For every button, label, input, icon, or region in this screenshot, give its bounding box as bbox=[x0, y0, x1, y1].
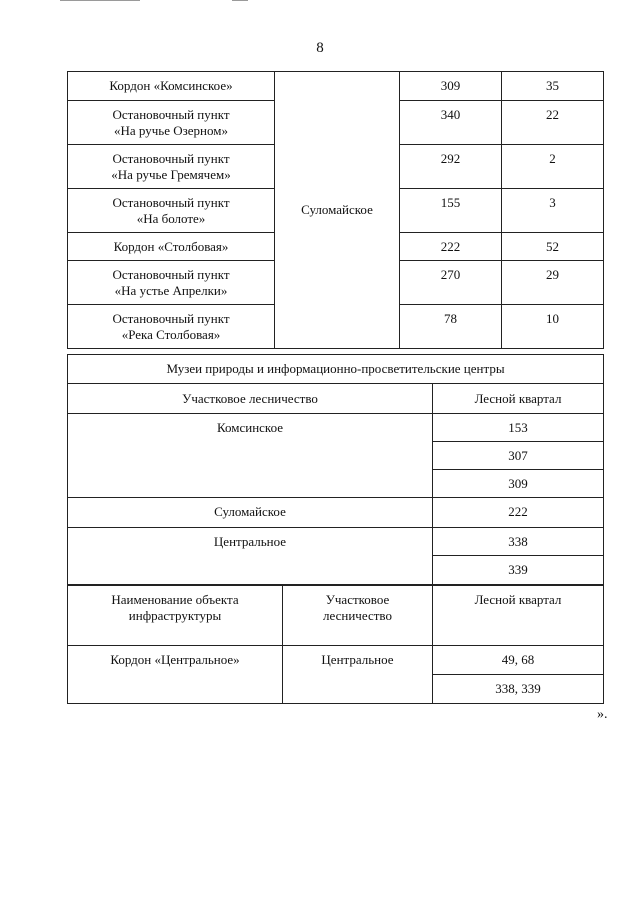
value-cell: 29 bbox=[502, 261, 604, 305]
object-name-cell bbox=[68, 145, 275, 189]
column-header-forestry: Участковое лесничество bbox=[68, 384, 433, 414]
scan-artifact bbox=[232, 0, 248, 1]
object-name-cell bbox=[68, 305, 275, 349]
museums-table bbox=[67, 354, 604, 585]
object-name-cell: Кордон «Столбовая» bbox=[68, 233, 275, 261]
object-name-cell: Кордон «Центральное» bbox=[68, 646, 283, 704]
scan-artifact bbox=[60, 0, 140, 1]
quarter-cell: 340 bbox=[400, 101, 502, 145]
table-row bbox=[68, 646, 604, 675]
object-name-cell bbox=[68, 261, 275, 305]
object-name-line: «На устье Апрелки» bbox=[114, 283, 228, 298]
object-name-line: Остановочный пункт bbox=[112, 311, 230, 326]
column-header-quarter: Лесной квартал bbox=[433, 384, 604, 414]
object-name-line: «На ручье Озерном» bbox=[114, 123, 228, 138]
table-title-row bbox=[68, 355, 604, 384]
object-name-line: Остановочный пункт bbox=[112, 195, 230, 210]
quarter-cell: 222 bbox=[400, 233, 502, 261]
object-name-line: «На болоте» bbox=[136, 211, 206, 226]
quarter-cell: 222 bbox=[433, 498, 604, 528]
table-title: Музеи природы и информационно-просветительские центры bbox=[68, 355, 604, 384]
quarter-cell: 307 bbox=[433, 442, 604, 470]
quarter-cell: 49, 68 bbox=[433, 646, 604, 675]
header-line: Участковое bbox=[325, 592, 390, 607]
value-cell: 10 bbox=[502, 305, 604, 349]
quarter-cell: 270 bbox=[400, 261, 502, 305]
forestry-cell: Центральное bbox=[283, 646, 433, 704]
column-header-object bbox=[68, 586, 283, 646]
value-cell: 3 bbox=[502, 189, 604, 233]
quarter-cell: 309 bbox=[433, 470, 604, 498]
header-line: лесничество bbox=[323, 608, 392, 623]
object-name-line: Остановочный пункт bbox=[112, 151, 230, 166]
value-cell: 22 bbox=[502, 101, 604, 145]
table-row bbox=[68, 528, 604, 556]
object-name-cell bbox=[68, 189, 275, 233]
quarter-cell: 155 bbox=[400, 189, 502, 233]
column-header-forestry bbox=[283, 586, 433, 646]
quarter-cell: 309 bbox=[400, 72, 502, 101]
value-cell: 2 bbox=[502, 145, 604, 189]
header-line: инфраструктуры bbox=[128, 608, 222, 623]
table-row bbox=[68, 498, 604, 528]
object-name-line: «Река Столбовая» bbox=[121, 327, 221, 342]
object-name-line: «На ручье Гремячем» bbox=[111, 167, 231, 182]
table-row bbox=[68, 72, 604, 101]
quarter-cell: 292 bbox=[400, 145, 502, 189]
quarter-cell: 339 bbox=[433, 556, 604, 585]
column-header-quarter: Лесной квартал bbox=[433, 586, 604, 646]
object-name-line: Остановочный пункт bbox=[112, 267, 230, 282]
object-name-cell bbox=[68, 101, 275, 145]
table-header-row bbox=[68, 384, 604, 414]
page-number: 8 bbox=[316, 40, 324, 56]
forestry-cell: Центральное bbox=[68, 528, 433, 585]
table-header-row bbox=[68, 586, 604, 646]
table-row bbox=[68, 414, 604, 442]
forestry-cell: Комсинское bbox=[68, 414, 433, 498]
kordon-table bbox=[67, 585, 604, 704]
closing-quote-mark: ». bbox=[597, 707, 608, 722]
infrastructure-table-continued bbox=[67, 71, 604, 349]
quarter-cell: 78 bbox=[400, 305, 502, 349]
forestry-cell: Суломайское bbox=[275, 72, 400, 349]
forestry-cell: Суломайское bbox=[68, 498, 433, 528]
quarter-cell: 338, 339 bbox=[433, 675, 604, 704]
quarter-cell: 153 bbox=[433, 414, 604, 442]
quarter-cell: 338 bbox=[433, 528, 604, 556]
value-cell: 35 bbox=[502, 72, 604, 101]
object-name-cell: Кордон «Комсинское» bbox=[68, 72, 275, 101]
header-line: Наименование объекта bbox=[111, 592, 239, 607]
object-name-line: Остановочный пункт bbox=[112, 107, 230, 122]
value-cell: 52 bbox=[502, 233, 604, 261]
